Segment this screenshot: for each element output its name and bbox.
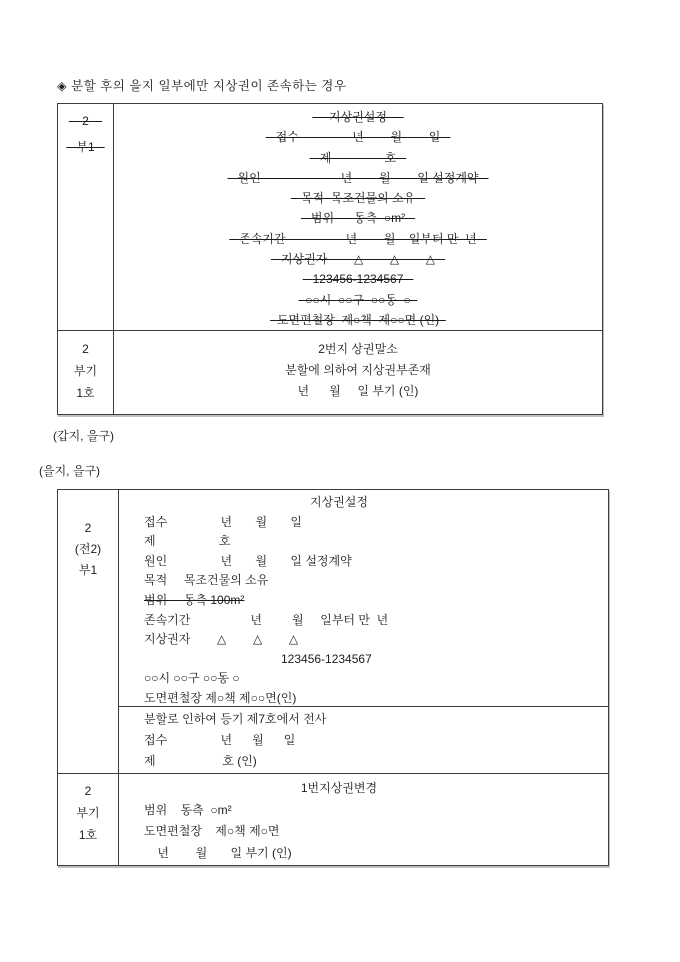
text-line: 분할로 인하여 등기 제7호에서 전사 [144, 712, 327, 726]
text-line: 접수 년 월 일 [144, 733, 296, 747]
text-line: 부기 [76, 806, 100, 820]
text-line: 목적 목조건물의 소유 [290, 191, 426, 206]
table-row [58, 104, 602, 330]
registry-table-gapji [57, 103, 603, 415]
entry-content-cell [114, 104, 602, 330]
text-line: 2 [82, 342, 89, 356]
caption-eulji: (을지, 을구) [39, 464, 101, 478]
text-line: 제 호 [309, 150, 407, 165]
text-line: 도면편철장 제○책 제○○면 (인) [270, 312, 446, 327]
text-line: ○○시 ○○구 ○○동 ○ [144, 671, 240, 686]
rank-label-cell [58, 490, 119, 773]
text-line: 범위 동측 100m² [144, 592, 245, 607]
text-line: 지상권설정 [312, 110, 404, 124]
text-line: 년 월 일 부기 (인) [297, 384, 419, 398]
table-row [58, 490, 608, 773]
entry-section-transfer [119, 706, 608, 773]
text-line: 존속기간 년 월 일부터 만 년 [144, 612, 389, 627]
text-line: 부1 [66, 140, 105, 154]
text-line: 제 호 (인) [144, 754, 257, 768]
table-row [58, 330, 602, 414]
caption-gapji: (갑지, 을구) [53, 429, 115, 443]
text-line: 접수 년 월 일 [144, 514, 302, 529]
text-line: 도면편철장 제○책 제○○면(인) [144, 690, 297, 705]
rank-label-cell [58, 331, 114, 414]
text-line: 범위 동측 ○m² [144, 802, 232, 817]
text-line: 123456-1234567 [302, 272, 414, 287]
rank-label-cell [58, 104, 114, 330]
text-line: 제 호 [144, 534, 231, 549]
text-line: 123456-1234567 [281, 651, 372, 666]
entry-content-cell [119, 774, 608, 865]
rank-label-cell [58, 774, 119, 865]
text-line: 2 [68, 114, 103, 128]
text-line: 도면편철장 제○책 제○면 [144, 824, 280, 838]
entry-content-cell [114, 331, 602, 414]
text-line: (전2) [74, 542, 102, 556]
text-line: 분할에 의하여 지상권부존재 [285, 363, 431, 377]
text-line: 목적 목조건물의 소유 [144, 573, 269, 588]
text-line: 원인 년 월 일 설정계약 [144, 553, 352, 568]
text-line: 존속기간 년 월 일부터 만 년 [229, 231, 487, 246]
text-line: 1호 [78, 828, 98, 842]
text-line: 년 월 일 부기 (인) [144, 845, 292, 860]
text-line: 2번지 상권말소 [318, 342, 398, 356]
text-line: 지상권자 △ △ △ [144, 632, 299, 647]
text-line: ○○시 ○○구 ○○동 ○ [298, 292, 418, 307]
entry-content-column [119, 490, 608, 773]
text-line: 부1 [78, 563, 98, 577]
page-title: ◈ 분할 후의 을지 일부에만 지상권이 존속하는 경우 [57, 79, 347, 93]
text-line: 접수 년 월 일 [265, 130, 451, 145]
text-line: 2 [84, 521, 92, 535]
text-line: 지상권설정 [310, 495, 368, 509]
entry-section-main [119, 490, 608, 706]
text-line: 범위 동측 ○m² [300, 211, 416, 226]
registry-table-eulji [57, 489, 609, 866]
table-row [58, 773, 608, 865]
text-line: 2 [84, 784, 92, 798]
text-line: 1호 [76, 386, 95, 400]
text-line: 지상권자 △ △ △ [270, 252, 446, 267]
text-line: 1번지상권변경 [300, 781, 378, 795]
text-line: 원인 년 월 일 설정계약 [227, 170, 489, 185]
text-line: 부기 [73, 364, 98, 378]
